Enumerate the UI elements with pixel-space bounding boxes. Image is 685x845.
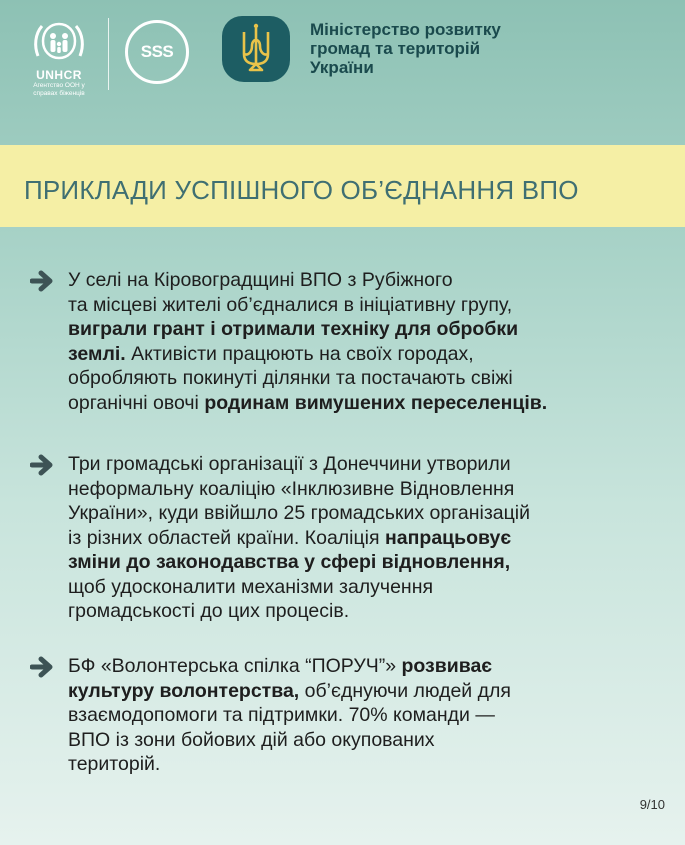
sss-logo xyxy=(125,20,189,84)
arrow-right-icon xyxy=(30,270,54,292)
text-line: У селі на Кіровоградщині ВПО з Рубіжного xyxy=(68,269,453,291)
text-line: України», куди ввійшло 25 громадських організацій xyxy=(68,502,531,524)
ukraine-trident-logo xyxy=(218,12,294,86)
list-item xyxy=(30,268,660,415)
unhcr-subtitle xyxy=(20,82,98,98)
bold-text: родинам вимушених переселенців. xyxy=(204,391,548,414)
text-span: Активісти працюють на своїх городах, xyxy=(125,342,474,365)
bold-text: зміни до законодавства у сфері відновлення, xyxy=(68,551,511,573)
text-span: об’єднуючи людей для xyxy=(299,679,511,702)
item-text xyxy=(68,452,660,624)
page-title: ПРИКЛАДИ УСПІШНОГО ОБ’ЄДНАННЯ ВПО xyxy=(24,175,579,205)
ministry-name-line2: громад та територій xyxy=(310,39,481,58)
logo-divider xyxy=(108,18,109,90)
text-line: та місцеві жителі об’єдналися в ініціативну групу, xyxy=(68,293,513,316)
text-span: органічні овочі xyxy=(68,391,205,414)
page-number: 9/10 xyxy=(639,797,665,812)
unhcr-emblem-icon xyxy=(30,16,88,66)
list-item xyxy=(30,654,660,777)
text-line: щоб удосконалити механізми залучення xyxy=(68,575,434,598)
header xyxy=(0,0,685,145)
bold-text: напрацьовує xyxy=(385,526,512,549)
item-text xyxy=(68,268,660,415)
unhcr-subtitle-line2: справах біженців xyxy=(33,90,85,97)
ministry-name-line3: України xyxy=(310,58,374,77)
bold-text: культуру волонтерства, xyxy=(68,679,300,702)
unhcr-subtitle-line1: Агентство ООН у xyxy=(33,82,85,89)
text-line: неформальну коаліцію «Інклюзивне Відновлення xyxy=(68,477,515,500)
text-line: взаємодопомоги та підтримки. 70% команди — xyxy=(68,704,495,726)
text-line: ВПО із зони бойових дій або окупованих xyxy=(68,728,435,751)
text-line: Три громадські організації з Донеччини утворили xyxy=(68,453,511,475)
unhcr-logo xyxy=(20,16,98,98)
text-line: територій. xyxy=(68,753,161,775)
ministry-name xyxy=(310,20,560,77)
text-line: громадськості до цих процесів. xyxy=(68,600,350,622)
bold-text: землі. xyxy=(68,342,126,365)
trident-icon xyxy=(218,12,294,86)
sss-logo-text: SSS xyxy=(140,42,174,61)
bold-text: виграли грант і отримали техніку для обробки xyxy=(68,318,519,340)
item-text xyxy=(68,654,660,777)
bold-text: розвиває xyxy=(401,655,493,677)
arrow-right-icon xyxy=(30,454,54,476)
text-span: БФ «Волонтерська спілка “ПОРУЧ”» xyxy=(68,655,402,677)
unhcr-name: UNHCR xyxy=(36,68,82,82)
text-span: із різних областей країни. Коаліція xyxy=(68,526,385,549)
text-line: обробляють покинуті ділянки та постачають свіжі xyxy=(68,367,513,389)
ministry-name-line1: Міністерство розвитку xyxy=(310,20,501,39)
arrow-right-icon xyxy=(30,656,54,678)
list-item xyxy=(30,452,660,624)
